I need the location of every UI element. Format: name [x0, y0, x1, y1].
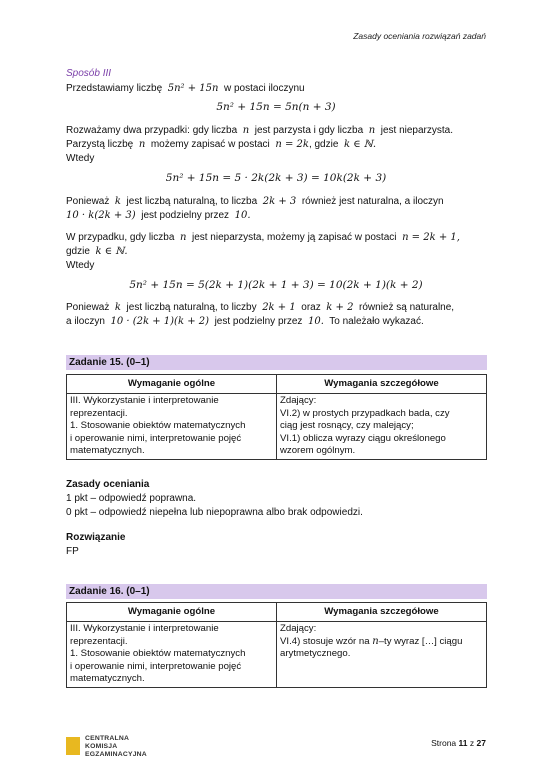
page-number: Strona 11 z 27 — [431, 738, 486, 748]
text-line: 10 · k(2k + 3) jest podzielny przez 10. — [66, 210, 251, 221]
rule-0pt: 0 pkt – odpowiedź niepełna lub niepoprawna albo brak odpowiedzi. — [66, 507, 363, 518]
text-line: Rozważamy dwa przypadki: gdy liczba n jest parzysta i gdy liczba n jest nieparzysta. — [66, 125, 453, 136]
table-header: Wymaganie ogólne — [67, 603, 277, 622]
cke-logo-icon — [66, 737, 80, 755]
solution-answer: FP — [66, 546, 79, 557]
equation-2: 5n² + 15n = 5 · 2k(2k + 3) = 10k(2k + 3) — [165, 172, 387, 184]
text-line: Wtedy — [66, 153, 95, 164]
task-16-title: Zadanie 16. (0–1) — [66, 584, 487, 599]
table-header: Wymagania szczegółowe — [277, 375, 487, 394]
task-15-requirements-table — [66, 374, 487, 460]
text-line: Ponieważ k jest liczbą naturalną, to liczba 2k + 3 również jest naturalna, a iloczyn — [66, 196, 444, 207]
specific-requirement: Zdający: VI.4) stosuje wzór na n–ty wyraz […] ciągu arytmetycznego. — [277, 622, 487, 688]
general-requirement: III. Wykorzystanie i interpretowanie reprezentacji. 1. Stosowanie obiektów matematycznych i operowanie nimi, interpretowanie pojęć matematycznych. — [67, 394, 277, 460]
solution-title: Rozwiązanie — [66, 532, 126, 543]
equation-3: 5n² + 15n = 5(2k + 1)(2k + 1 + 3) = 10(2k + 1)(k + 2) — [129, 279, 423, 291]
page-header: Zasady oceniania rozwiązań zadań — [353, 31, 486, 41]
text-line: W przypadku, gdy liczba n jest nieparzysta, możemy ją zapisać w postaci n = 2k + 1, — [66, 232, 460, 243]
text-line: Parzystą liczbę n możemy zapisać w postaci n = 2k, gdzie k ∈ ℕ. — [66, 139, 377, 150]
cke-logo-text: CENTRALNA KOMISJA EGZAMINACYJNA — [85, 735, 147, 758]
text-line: Ponieważ k jest liczbą naturalną, to liczby 2k + 1 oraz k + 2 również są naturalne, — [66, 302, 455, 313]
text-line: Wtedy — [66, 260, 95, 271]
general-requirement: III. Wykorzystanie i interpretowanie reprezentacji. 1. Stosowanie obiektów matematycznych i operowanie nimi, interpretowanie pojęć matematycznych. — [67, 622, 277, 688]
text-line: Przedstawiamy liczbę 5n² + 15n w postaci iloczynu — [66, 83, 305, 94]
table-header: Wymaganie ogólne — [67, 375, 277, 394]
table-header: Wymagania szczegółowe — [277, 603, 487, 622]
text-line: gdzie k ∈ ℕ. — [66, 246, 128, 257]
task-16-requirements-table — [66, 602, 487, 688]
method-title: Sposób III — [66, 68, 112, 79]
task-15-title: Zadanie 15. (0–1) — [66, 355, 487, 370]
text-line: a iloczyn 10 · (2k + 1)(k + 2) jest podzielny przez 10. To należało wykazać. — [66, 316, 424, 327]
equation-1: 5n² + 15n = 5n(n + 3) — [216, 101, 336, 113]
rule-1pt: 1 pkt – odpowiedź poprawna. — [66, 493, 197, 504]
rules-title: Zasady oceniania — [66, 479, 150, 490]
specific-requirement: Zdający: VI.2) w prostych przypadkach bada, czy ciąg jest rosnący, czy malejący; VI.1) oblicza wyrazy ciągu określonego wzorem ogólnym. — [277, 394, 487, 460]
